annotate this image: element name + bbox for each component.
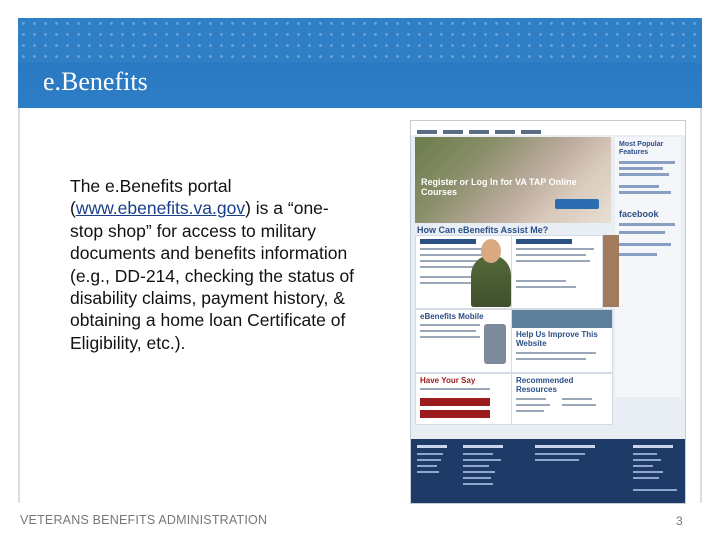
body-text-end: ) is a “one-stop shop” for access to military documents and benefits information (e.g., DD-214, checking the status of disability claims, payment history, & obtaining a home loan Certificate of Eligibility, etc.). (70, 198, 355, 353)
soldier-face (481, 239, 501, 263)
sidebar-line (619, 185, 659, 188)
card-line (516, 254, 586, 256)
recommended-card (511, 373, 613, 425)
help-card (511, 309, 613, 373)
body-text-start: The e.Benefits portal ( (70, 176, 232, 219)
card-line (562, 404, 596, 406)
site-footer (411, 439, 685, 503)
facebook-heading: facebook (619, 209, 659, 219)
hero-button (555, 199, 599, 209)
hero-text: Register or Log In for VA TAP Online Courses (421, 177, 577, 197)
left-divider (18, 108, 20, 503)
footer-line (633, 453, 657, 455)
sidebar-line (619, 191, 671, 194)
card-line (516, 260, 590, 262)
most-popular-heading: Most Popular Features (619, 141, 664, 156)
footer-line (417, 453, 443, 455)
card-line (420, 388, 490, 390)
footer-line (417, 459, 441, 461)
sidebar-line (619, 253, 657, 256)
ebenefits-link[interactable]: www.ebenefits.va.gov (75, 198, 246, 219)
slide-title: e.Benefits (43, 67, 148, 96)
card-line (516, 358, 586, 360)
phone-image (484, 324, 506, 364)
card-line (516, 404, 550, 406)
say-heading: Have Your Say (420, 376, 476, 385)
sidebar-line (619, 173, 669, 176)
footer-heading (633, 445, 673, 448)
help-heading: Help Us Improve This Website (516, 330, 598, 348)
body-paragraph (70, 175, 360, 354)
footer-line (633, 471, 663, 473)
mobile-card (415, 309, 513, 373)
card-line (516, 248, 594, 250)
footer-heading (417, 445, 447, 448)
recommended-heading: Recommended Resources (516, 376, 574, 394)
footer-line (463, 465, 489, 467)
card-line (420, 330, 476, 332)
ebenefits-screenshot (410, 120, 686, 504)
hero-banner (415, 137, 611, 223)
red-button (420, 410, 490, 418)
footer-line (633, 459, 661, 461)
card-line (420, 254, 490, 256)
photo-strip (603, 235, 619, 307)
footer-line (463, 471, 495, 473)
mobile-heading: eBenefits Mobile (420, 312, 484, 321)
page-number: 3 (676, 514, 683, 528)
help-image (512, 310, 612, 328)
have-your-say-card (415, 373, 513, 425)
right-divider (700, 108, 702, 503)
card-right (511, 235, 603, 309)
footer-line (463, 453, 493, 455)
card-line (516, 280, 566, 282)
footer-line (633, 477, 659, 479)
footer-line (417, 465, 437, 467)
title-band (18, 63, 702, 108)
footer-line (417, 471, 439, 473)
sidebar-line (619, 161, 675, 164)
card-line (562, 398, 592, 400)
footer-heading (463, 445, 503, 448)
card-line (420, 266, 480, 268)
card-line (516, 410, 544, 412)
title-banner (18, 18, 702, 108)
how-can-heading: How Can eBenefits Assist Me? (417, 225, 549, 235)
card-line (516, 286, 576, 288)
slide-footer: VETERANS BENEFITS ADMINISTRATION (20, 513, 268, 527)
footer-line (535, 459, 579, 461)
footer-line (463, 477, 491, 479)
card-line (420, 324, 480, 326)
footer-line (633, 489, 677, 491)
red-button (420, 398, 490, 406)
sidebar-line (619, 223, 675, 226)
sidebar (615, 137, 681, 397)
footer-heading (535, 445, 595, 448)
card-line (516, 352, 596, 354)
footer-line (463, 483, 493, 485)
sidebar-line (619, 167, 663, 170)
card-heading-bar (516, 239, 572, 244)
footer-line (463, 459, 501, 461)
footer-line (633, 465, 653, 467)
sidebar-line (619, 231, 665, 234)
card-line (516, 398, 546, 400)
sidebar-line (619, 243, 671, 246)
card-line (420, 336, 480, 338)
footer-line (535, 453, 585, 455)
card-heading-bar (420, 239, 476, 244)
site-nav-bar (411, 121, 685, 135)
